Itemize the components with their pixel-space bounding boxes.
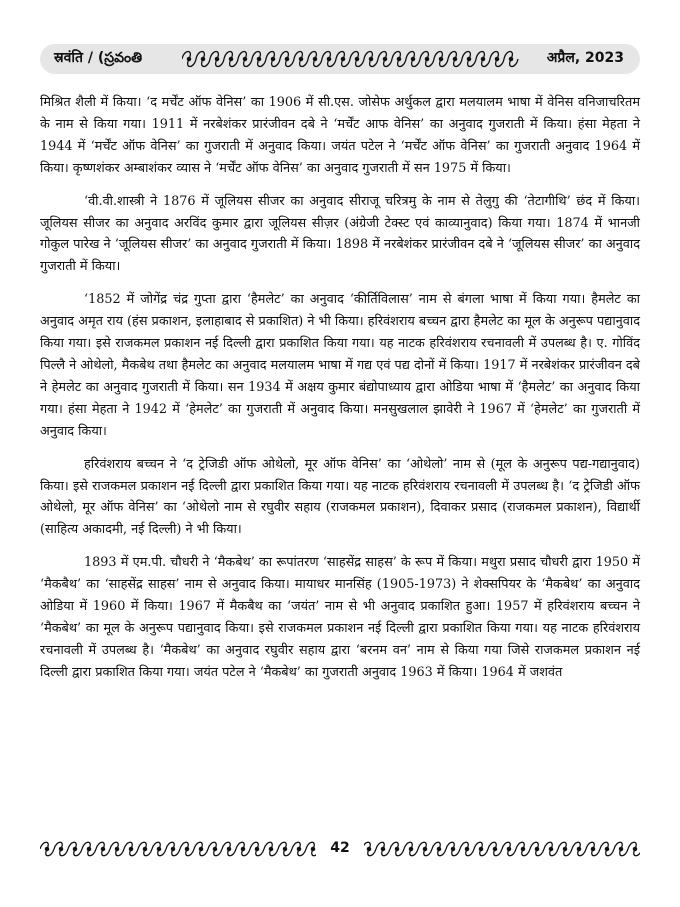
page-number: 42 <box>316 837 364 859</box>
issue-date: अप्रैल, 2023 <box>546 50 624 66</box>
magazine-title: स्रवंति / (స్రవంతి <box>54 50 143 66</box>
header-ornament <box>182 47 522 71</box>
paragraph: 1893 में एम.पी. चौधरी ने ‘मैकबेथ’ का रूपांतरण ‘साहसेंद्र साहस’ के रूप में किया। मथुरा प्रसाद चौधरी द्वारा 1950 में ‘मैकबैथ’ का ‘साहसेंद्र साहस’ नाम से अनुवाद किया। मायाधर मानसिंह (1905-1973) ने शेक्सपियर के ‘मैकबेथ’ का अनुवाद ओडिया में 1960 में किया। 1967 में मैकबैथ का ‘जयंत’ नाम से भी अनुवाद प्रकाशित हुआ। 1957 में हरिवंशराय बच्चन ने ‘मैकबेथ’ का मूल के अनुरूप पद्यानुवाद किया। इसे राजकमल प्रकाशन नई दिल्ली द्वारा प्रकाशित किया गया। यह नाटक हरिवंशराय रचनावली में उपलब्ध है। ‘मैकबेथ’ का अनुवाद रघुवीर सहाय द्वारा ‘बरनम वन’ नाम से किया गया जिसे राजकमल प्रकाशन नई दिल्ली द्वारा प्रकाशित किया गया। जयंत पटेल ने ‘मैकबेथ’ का गुजराती अनुवाद 1963 में किया। 1964 में जशवंत <box>40 555 640 680</box>
page-header <box>40 44 640 74</box>
article-body <box>40 92 640 695</box>
paragraph: ‘1852 में जोगेंद्र चंद्र गुप्ता द्वारा ‘हैमलेट’ का अनुवाद ‘कीर्तिविलास’ नाम से बंगला भाषा में किया गया। हैमलेट का अनुवाद अमृत राय (हंस प्रकाशन, इलाहाबाद से प्रकाशित) ने भी किया। हरिवंशराय बच्चन द्वारा हैमलेट का मूल के अनुरूप पद्यानुवाद किया गया। इसे राजकमल प्रकाशन नई दिल्ली द्वारा प्रकाशित किया गया। यह नाटक हरिवंशराय रचनावली में उपलब्ध है। ए. गोविंद पिल्लै ने ओथेलो, मैकबेथ तथा हैमलेट का अनुवाद मलयालम भाषा में गद्य एवं पद्य दोनों में किया। 1917 में नरबेशंकर प्रारंजीवन दबे ने हेमलेट का अनुवाद गुजराती में किया। सन 1934 में अक्षय कुमार बंद्योपाध्याय द्वारा ओडिया भाषा में ‘हैमलेट’ का अनुवाद किया गया। हंसा मेहता ने 1942 में ‘हेमलेट’ का गुजराती में अनुवाद किया। मनसुखलाल झावेरी ने 1967 में ‘हेमलेट’ का गुजराती में अनुवाद किया। <box>40 292 640 439</box>
paragraph: ‘वी.वी.शास्त्री ने 1876 में जूलियस सीजर का अनुवाद सीराजू चरित्रमु के नाम से तेलुगु की ‘तेटागीथि’ छंद में किया। जूलियस सीजर का अनुवाद अरविंद कुमार द्वारा जूलियस सीज़र (अंग्रेजी टेक्स्ट एवं काव्यानुवाद) किया गया। 1874 में भानजी गोकुल पारेख ने ‘जूलियस सीजर’ का अनुवाद गुजराती में किया। 1898 में नरबेशंकर प्रारंजीवन दबे ने ‘जूलियस सीजर’ का अनुवाद गुजराती में किया। <box>40 193 640 275</box>
paragraph: हरिवंशराय बच्चन ने ‘द ट्रेजिडी ऑफ ओथेलो, मूर ऑफ वेनिस’ का ‘ओथेलो’ नाम से (मूल के अनुरूप पद्य-गद्यानुवाद) किया। इसे राजकमल प्रकाशन नई दिल्ली द्वारा प्रकाशित किया गया। यह नाटक हरिवंशराय रचनावली में उपलब्ध है। ‘द ट्रेजिडी ऑफ ओथेलो, मूर ऑफ वेनिस’ का ‘ओथेलो नाम से रघुवीर सहाय (राजकमल प्रकाशन), दिवाकर प्रसाद (राजकमल प्रकाशन), विद्यार्थी (साहित्य अकादमी, नई दिल्ली) ने भी किया। <box>40 456 640 538</box>
paragraph: मिश्रित शैली में किया। ‘द मर्चेंट ऑफ वेनिस’ का 1906 में सी.एस. जोसेफ अर्थुकल द्वारा मलयालम भाषा में वेनिस वनिजाचरितम के नाम से किया गया। 1911 में नरबेशंकर प्रारंजीवन दबे ने ‘मर्चेंट आफ वेनिस’ का अनुवाद गुजराती में किया। हंसा मेहता ने 1944 में ‘मर्चेंट ऑफ वेनिस’ का गुजराती में अनुवाद किया। जयंत पटेल ने ‘मर्चेंट ऑफ वेनिस’ का गुजराती अनुवाद 1964 में किया। कृष्णशंकर अम्बाशंकर व्यास ने ‘मर्चेंट ऑफ वेनिस’ का अनुवाद गुजराती में सन 1975 में किया। <box>40 95 640 176</box>
